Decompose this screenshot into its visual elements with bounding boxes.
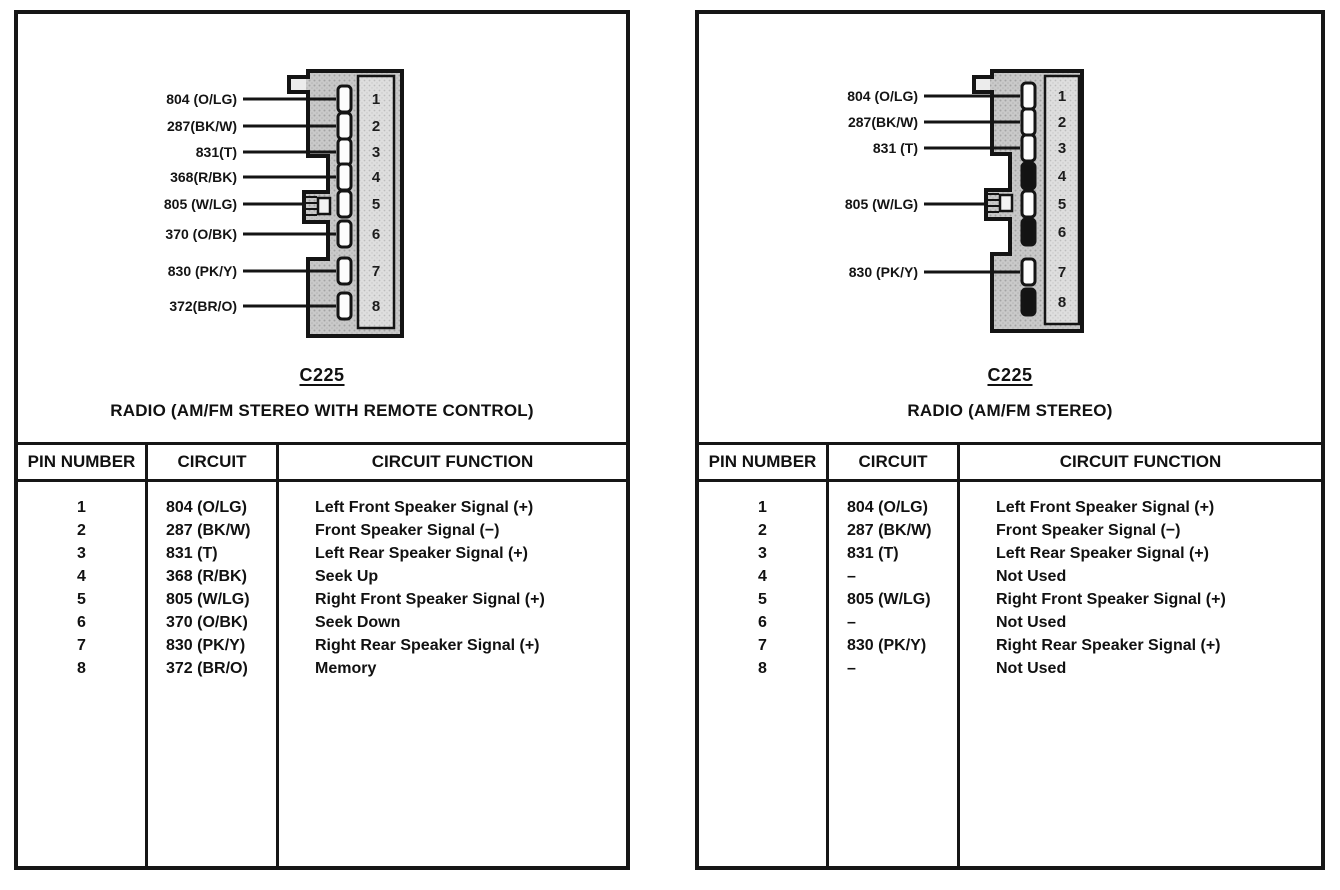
table-col-pin <box>18 482 148 866</box>
pin-cell: 3 <box>77 545 86 562</box>
pin-slot-7 <box>338 258 351 284</box>
connector-diagram-left <box>18 14 626 442</box>
panel-title: RADIO (AM/FM STEREO WITH REMOTE CONTROL) <box>110 401 534 420</box>
pin-slot-8 <box>338 293 351 319</box>
circuit-cell: 368 (R/BK) <box>166 568 247 585</box>
pin-cell: 6 <box>758 614 767 631</box>
pin-slot-6-unused <box>1022 219 1035 245</box>
pin-slot-6 <box>338 221 351 247</box>
connector-pins <box>1022 83 1035 315</box>
circuit-cell: 805 (W/LG) <box>166 591 250 608</box>
circuit-cell: 831 (T) <box>166 545 218 562</box>
pin-number: 2 <box>371 118 381 135</box>
pin-number: 7 <box>1057 264 1067 281</box>
table-col-circuit <box>829 482 960 866</box>
connector-pins <box>338 86 351 319</box>
pin-cell: 8 <box>77 660 86 677</box>
wire-label: 805 (W/LG) <box>163 196 237 212</box>
pin-number: 3 <box>371 144 381 161</box>
pin-cell: 3 <box>758 545 767 562</box>
circuit-cell: 804 (O/LG) <box>166 499 247 516</box>
pin-cell: 6 <box>77 614 86 631</box>
pin-table-body <box>699 482 1321 866</box>
function-cell: Seek Down <box>315 614 401 631</box>
circuit-cell: 830 (PK/Y) <box>847 637 927 654</box>
panel-radio-stereo <box>695 10 1325 870</box>
wire-label: 287(BK/W) <box>847 114 918 130</box>
pin-cell: 4 <box>758 568 767 585</box>
pin-slot-3 <box>338 139 351 165</box>
function-cell: Right Front Speaker Signal (+) <box>996 591 1226 608</box>
connector-id-label: C225 <box>987 365 1033 385</box>
circuit-cell: 370 (O/BK) <box>166 614 248 631</box>
wire-label: 287(BK/W) <box>166 118 237 134</box>
pin-slot-1 <box>1022 83 1035 109</box>
function-cell: Front Speaker Signal (−) <box>996 522 1181 539</box>
wire-label: 805 (W/LG) <box>844 196 918 212</box>
circuit-cell: 287 (BK/W) <box>847 522 932 539</box>
pin-number: 3 <box>1057 140 1067 157</box>
wire-label: 804 (O/LG) <box>166 91 237 107</box>
pin-number: 1 <box>1057 88 1067 105</box>
pin-number: 2 <box>1057 114 1067 131</box>
pin-cell: 1 <box>758 499 767 516</box>
wire-label: 372(BR/O) <box>169 298 237 314</box>
pin-slot-4 <box>338 164 351 190</box>
circuit-cell: 287 (BK/W) <box>166 522 251 539</box>
function-cell: Not Used <box>996 614 1067 631</box>
pin-cell: 7 <box>758 637 767 654</box>
pin-cell: 1 <box>77 499 86 516</box>
function-cell: Left Rear Speaker Signal (+) <box>996 545 1209 562</box>
pin-cell: 2 <box>77 522 86 539</box>
pin-numbers <box>1058 88 1067 311</box>
circuit-cell: 830 (PK/Y) <box>166 637 246 654</box>
pin-number: 5 <box>371 196 381 213</box>
function-cell: Right Rear Speaker Signal (+) <box>315 637 540 654</box>
function-cell: Seek Up <box>315 568 379 585</box>
wire-label: 831 (T) <box>872 140 918 156</box>
pin-number: 4 <box>371 169 381 186</box>
pin-number: 6 <box>1057 224 1067 241</box>
pin-slot-4-unused <box>1022 163 1035 189</box>
wire-label: 831(T) <box>195 144 237 160</box>
pin-number: 4 <box>1057 168 1067 185</box>
panel-radio-remote <box>14 10 630 870</box>
wire-label: 830 (PK/Y) <box>167 263 237 279</box>
pin-number: 6 <box>371 226 381 243</box>
header-cell-circuit-function: CIRCUIT FUNCTION <box>371 452 534 471</box>
function-cell: Left Front Speaker Signal (+) <box>996 499 1215 516</box>
wire-label: 804 (O/LG) <box>847 88 918 104</box>
pin-number: 8 <box>1057 294 1067 311</box>
function-cell: Left Front Speaker Signal (+) <box>315 499 534 516</box>
circuit-cell: – <box>847 660 856 677</box>
header-cell-pin-number: PIN NUMBER <box>18 445 148 479</box>
pin-slot-1 <box>338 86 351 112</box>
function-cell: Right Rear Speaker Signal (+) <box>996 637 1221 654</box>
pin-cell: 8 <box>758 660 767 677</box>
pin-slot-3 <box>1022 135 1035 161</box>
table-col-function <box>960 482 1321 866</box>
circuit-cell: 831 (T) <box>847 545 899 562</box>
circuit-cell: 372 (BR/O) <box>166 660 248 677</box>
header-cell-circuit: CIRCUIT <box>829 445 960 479</box>
table-col-function <box>279 482 626 866</box>
pin-cell: 4 <box>77 568 86 585</box>
pin-number: 8 <box>371 298 381 315</box>
table-header-row <box>18 442 626 482</box>
pin-slot-7 <box>1022 259 1035 285</box>
wire-label: 370 (O/BK) <box>165 226 237 242</box>
circuit-cell: 805 (W/LG) <box>847 591 931 608</box>
wire-label: 830 (PK/Y) <box>848 264 918 280</box>
pin-slot-5 <box>338 191 351 217</box>
table-col-pin <box>699 482 829 866</box>
pin-slot-8-unused <box>1022 289 1035 315</box>
function-cell: Not Used <box>996 568 1067 585</box>
pin-slot-2 <box>1022 109 1035 135</box>
header-cell-pin-number: PIN NUMBER <box>699 445 829 479</box>
pin-cell: 7 <box>77 637 86 654</box>
connector-tab <box>291 79 306 90</box>
table-col-circuit <box>148 482 279 866</box>
circuit-cell: – <box>847 568 856 585</box>
pin-table-body <box>18 482 626 866</box>
connector-id-label: C225 <box>299 365 345 385</box>
wire-label: 368(R/BK) <box>170 169 237 185</box>
pin-slot-2 <box>338 113 351 139</box>
function-cell: Not Used <box>996 660 1067 677</box>
pin-number: 5 <box>1057 196 1067 213</box>
circuit-cell: – <box>847 614 856 631</box>
pin-cell: 5 <box>758 591 767 608</box>
wire-labels <box>164 91 237 314</box>
table-header-row <box>699 442 1321 482</box>
connector-tab <box>976 79 990 90</box>
leader-lines <box>924 96 1020 272</box>
header-cell-circuit: CIRCUIT <box>148 445 279 479</box>
function-cell: Memory <box>315 660 377 677</box>
function-cell: Right Front Speaker Signal (+) <box>315 591 545 608</box>
pin-number: 7 <box>371 263 381 280</box>
pin-number: 1 <box>371 91 381 108</box>
wire-labels <box>845 88 918 280</box>
circuit-cell: 804 (O/LG) <box>847 499 928 516</box>
function-cell: Left Rear Speaker Signal (+) <box>315 545 528 562</box>
panel-title: RADIO (AM/FM STEREO) <box>907 401 1113 420</box>
header-cell-circuit-function: CIRCUIT FUNCTION <box>1059 452 1222 471</box>
pin-cell: 2 <box>758 522 767 539</box>
pin-cell: 5 <box>77 591 86 608</box>
pin-slot-5 <box>1022 191 1035 217</box>
connector-diagram-right <box>699 14 1321 442</box>
function-cell: Front Speaker Signal (−) <box>315 522 500 539</box>
